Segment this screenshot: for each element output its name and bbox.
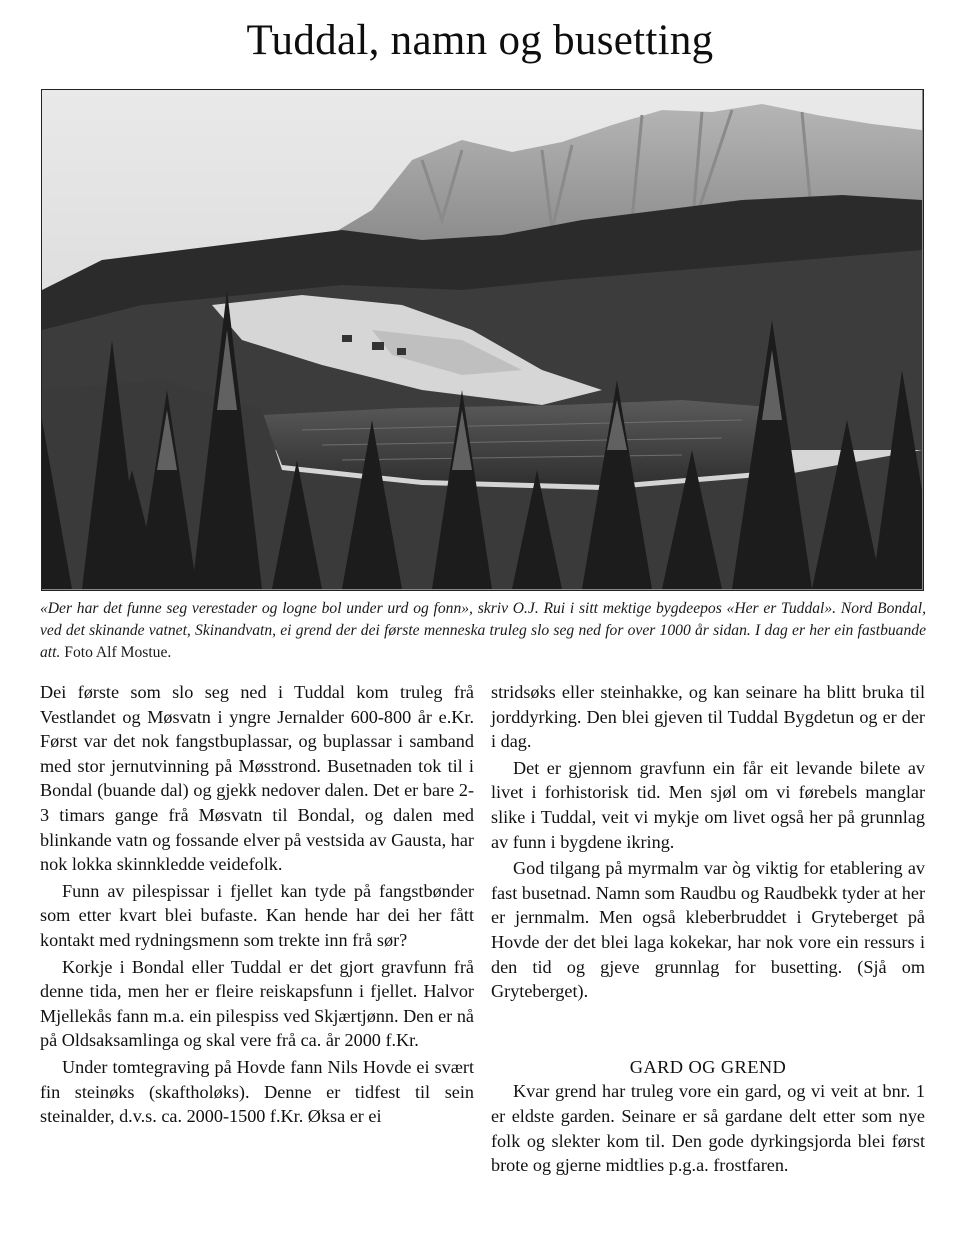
landscape-photo [41,89,924,591]
section-heading: GARD OG GREND [629,1056,787,1077]
paragraph: stridsøks eller steinhakke, og kan seinare ha blitt bruka til jorddyrking. Den blei gjeven til Tuddal Bygdetun og er der i dag. [491,682,925,752]
left-column [40,680,474,1131]
landscape-photo-icon [42,90,922,589]
photo-caption [40,598,926,664]
paragraph: Funn av pilespissar i fjellet kan tyde på fangstbønder som etter kvart blei bufaste. Kan hende har dei her fått kontakt med rydningsmenn som trekte inn frå sør? [40,880,474,950]
paragraph: Korkje i Bondal eller Tuddal er det gjort gravfunn frå denne tida, men her er fleire reiskapsfunn i fjellet. Halvor Mjellekås fann m.a. ein pilespiss ved Skjærtjønn. Den er nå på Oldsaksamlinga og skal vere frå ca. år 2000 f.Kr. [40,956,474,1051]
paragraph: Under tomtegraving på Hovde fann Nils Hovde ei svært fin steinøks (skaftholøks). Denne er tidfest til sein steinalder, d.v.s. ca. 2000-1500 f.Kr. Øksa er ei [40,1056,474,1127]
photo-credit: Foto Alf Mostue. [64,644,172,661]
paragraph: Kvar grend har truleg vore ein gard, og vi veit at bnr. 1 er eldste garden. Seinare er så gardane delt etter som nye folk og slekter kom til. Den gode dyrkingsjorda blei først brote og gjerne midtlies p.g.a. frostfaren. [491,1081,925,1176]
page-title: Tuddal, namn og busetting [246,17,714,64]
right-column [491,680,925,1180]
paragraph: Det er gjennom gravfunn ein får eit levande bilete av livet i forhistorisk tid. Men sjøl om vi førebels manglar slike i Tuddal, veit vi mykje om livet også her på grunnlag av funn i bygdene ikring. [491,757,925,852]
caption-text: «Der har det funne seg verestader og logne bol under urd og fonn», skriv O.J. Rui i sitt mektige bygdeepos «Her er Tuddal». Nord Bondal, ved det skinande vatnet, Skinandvatn, ei grend der dei første menneska truleg slo seg ned for over 1000 år sidan. I dag er her ein fastbuande att. [40,600,926,661]
paragraph: God tilgang på myrmalm var òg viktig for etablering av fast busetnad. Namn som Raudbu og Raudbekk tyder at her er jernmalm. Men også kleberbruddet i Gryteberget på Hovde der det blei laga kokekar, har nok vore ein ressurs i den tid og gjeve grunnlag for busetting. (Sjå om Gryteberget). [491,858,925,1002]
paragraph: Dei første som slo seg ned i Tuddal kom truleg frå Vestlandet og Møsvatn i yngre Jernalder 600-800 år e.Kr. Først var det nok fangstbuplassar, og buplassar i samband med stor jernutvinning på Møsstrond. Busetnaden tok til i Bondal (buande dal) og gjekk nedover dalen. Det er bare 2-3 timars gange frå Møsvatn til Bondal, og dalen med blinkande vatn og fossande elver på vestsida av Gausta, har nok lokka skinnkledde veidefolk. [40,682,474,875]
